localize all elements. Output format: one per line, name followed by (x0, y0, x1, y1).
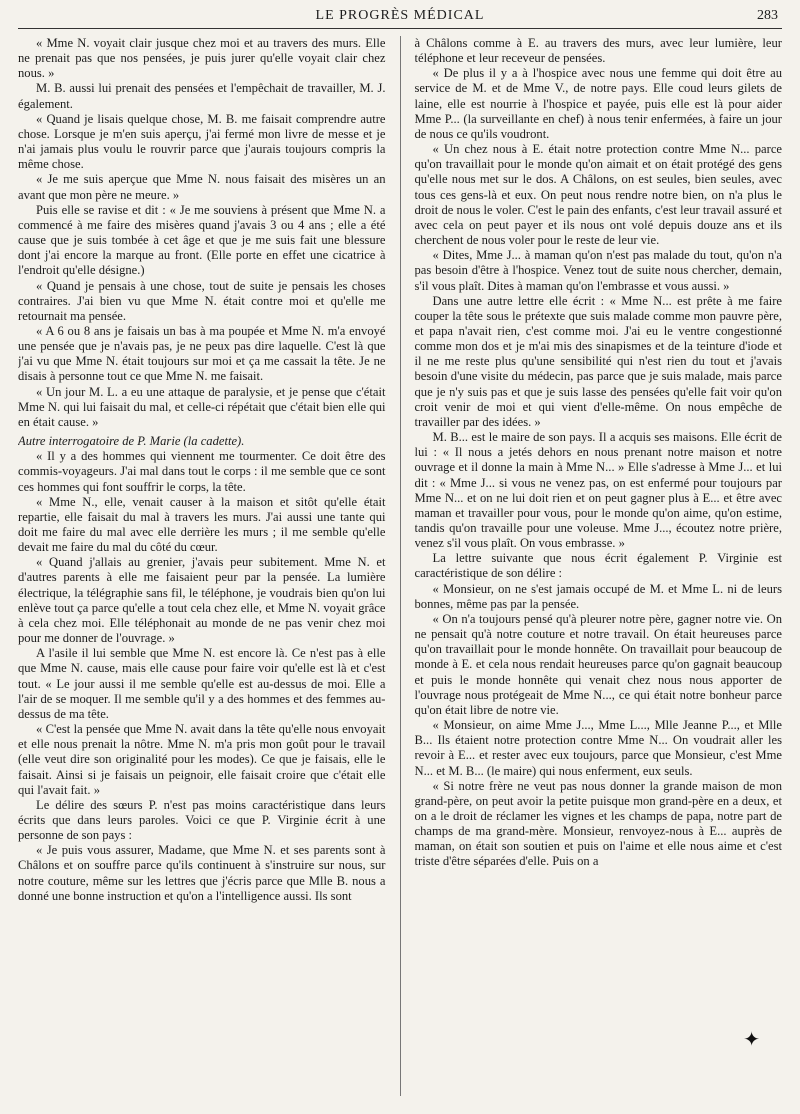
paragraph: « Monsieur, on ne s'est jamais occupé de M. et Mme L. ni de leurs bonnes, même pas par la pensée. (414, 581, 782, 611)
right-column (415, 36, 783, 1096)
running-title: LE PROGRÈS MÉDICAL (315, 8, 485, 23)
paragraph: M. B... est le maire de son pays. Il a acquis ses maisons. Elle écrit de lui : « Il nous a jetés dehors en nous prenant notre maison et notre ouvrage et il donne la main à Mme N... » Elle s'adresse à Mme J... et lui dit : « Mme J... si vous ne venez pas, on est enfermé pour toujours par Mme N... et on ne lui doit rien et on peut gagner plus à E... et être avec maman et travailler pour vous, pour le monde qu'on aime, qu'on estime, tandis qu'on travaille pour une voleuse. Mme J..., écoutez notre prière, venez s'il vous plaît. On vous embrasse. » (414, 430, 782, 551)
column-divider (400, 36, 401, 1096)
paragraph: « Quand je lisais quelque chose, M. B. me faisait comprendre autre chose. Lorsque je m'en suis aperçu, j'ai fermé mon livre de messe et je n'ai jamais plus voulu le rouvrir parce que j'aurais toujours compris la même chose. (18, 111, 386, 172)
header-rule (18, 28, 782, 29)
paragraph: Dans une autre lettre elle écrit : « Mme N... est prête à me faire couper la tête sous le prétexte que suis malade comme mon pauvre père, et papa n'avait rien, c'est comme moi. J'ai eu le ventre congestionné comme mon dos et je m'ai mis des sinapismes et de la teinture d'iode et il ne me reste plus qu'une sensibilité qui n'est rien du tout et j'avais besoin d'une visite du médecin, pas parce que je suis malade, mais parce que je n'y suis pas et que je suis lasse des pensées qu'elle fait voir qu'on croit venir de moi et qui vient d'elle-même. On nous empêche de travailler par des idées. » (414, 293, 782, 429)
paragraph: La lettre suivante que nous écrit également P. Virginie est caractéristique de son délire : (414, 551, 782, 581)
paragraph: Le délire des sœurs P. n'est pas moins caractéristique dans leurs écrits que dans leurs paroles. Voici ce que P. Virginie écrit à une personne de son pays : (18, 797, 386, 843)
ornament-icon: ✦ (743, 1029, 760, 1051)
paragraph: « De plus il y a à l'hospice avec nous une femme qui doit être au service de M. et de Mme V., de notre pays. Elle coud leurs gilets de laine, elle est nourrie à l'hospice et payée, puis elle est là pour aider Mme P... (la surveillante en chef) à nous tenir enfermées, à faire un jour de nous ce qu'ils voudront. (414, 66, 782, 141)
paragraph: « Quand je pensais à une chose, tout de suite je pensais les choses contraires. J'ai bien vu que Mme N. était contre moi et qu'elle me retournait ma pensée. (18, 278, 386, 323)
paragraph: A l'asile il lui semble que Mme N. est encore là. Ce n'est pas à elle que Mme N. cause, mais elle cause pour faire voir qu'elle est là et c'est tout. « Le jour aussi il me semble qu'elle est au-dessus de moi. Elle a l'air de se moquer. Il me semble qu'il y a des hommes et des femmes au-dessus de ma tête. (18, 646, 386, 721)
section-subheading: Autre interrogatoire de P. Marie (la cadette). (18, 434, 245, 449)
paragraph: « On n'a toujours pensé qu'à pleurer notre père, gagner notre vie. On ne pensait qu'à notre couture et notre travail. On était heureuses parce qu'on travaillait pour le monde honnête. On travaillait pour beaucoup de monde à E. et cela nous rendait heureuses parce qu'on gagnait beaucoup et puis le monde honnête qui venait chez nous nous apporter de l'ouvrage nous protégeait de Mme N..., ce qui était notre bonheur parce qu'on était libre de notre vie. (414, 611, 782, 717)
paragraph: « Il y a des hommes qui viennent me tourmenter. Ce doit être des commis-voyageurs. J'ai mal dans tout le corps : il me semble que ce sont ces hommes qui font souffrir le corps, la tête. (18, 449, 386, 494)
paragraph: « Si notre frère ne veut pas nous donner la grande maison de mon grand-père, on peut avoir la petite puisque mon grand-père en a deux, et on a le droit de réclamer les vignes et les champs de papa, notre part de champs de ma grand-mère. Monsieur, renvoyez-nous à E... auprès de maman, on était son soutien et puis on l'aime et elle nous aime et c'est triste d'être séparées d'elle. Puis on a (414, 778, 782, 869)
page-header (18, 6, 782, 28)
paragraph: « Quand j'allais au grenier, j'avais peur subitement. Mme N. et d'autres parents à elle me faisaient peur par la pensée. La lumière électrique, la télégraphie sans fil, le téléphone, je voudrais bien qu'on lui enlève tout ça parce qu'elle a tout cela chez elle, et Mme N. voyait grâce à cela chez moi. Elle téléphonait au monde de ne pas venir chez moi pour me donner de l'ouvrage. » (18, 555, 386, 646)
paragraph: « A 6 ou 8 ans je faisais un bas à ma poupée et Mme N. m'a envoyé une pensée que je n'avais pas, je ne peux pas dire laquelle. C'est là que j'ai vu que Mme N. était toujours sur moi et ça me cassait la tête. Je ne disais à personne tout ce que Mme N. me faisait. (18, 323, 386, 384)
paragraph: « Je me suis aperçue que Mme N. nous faisait des misères un an avant que mon père ne meure. » (18, 172, 386, 202)
paragraph: « Dites, Mme J... à maman qu'on n'est pas malade du tout, qu'on n'a pas besoin d'être à l'hospice. Venez tout de suite nous chercher, demain, s'il vous plaît. Dites à maman qu'on l'embrasse et vous aussi. » (414, 248, 782, 293)
paragraph: Puis elle se ravise et dit : « Je me souviens à présent que Mme N. a commencé à me faire des misères quand j'avais 3 ou 4 ans ; elle a été cause que je suis tombée à cet âge et que je me suis fait une blessure dont j'ai encore la marque au front. (Elle porte en effet une cicatrice à l'endroit qu'elle désigne.) (18, 202, 386, 278)
paragraph: « Monsieur, on aime Mme J..., Mme L..., Mlle Jeanne P..., et Mlle B... Ils étaient notre protection contre Mme N... On voudrait aller les revoir à E... et rester avec eux toujours, parce que Monsieur, c'est Mme N... et M. B... (le maire) qui nous enferment, eux seuls. (414, 718, 782, 778)
paragraph: M. B. aussi lui prenait des pensées et l'empêchait de travailler, M. J. également. (18, 81, 386, 111)
paragraph: « Un jour M. L. a eu une attaque de paralysie, et je pense que c'était Mme N. qui lui faisait du mal, et celle-ci répétait que c'était bien elle qui en était cause. » (18, 384, 386, 429)
left-column (18, 36, 386, 1096)
paragraph: « Je puis vous assurer, Madame, que Mme N. et ses parents sont à Châlons et on souffre parce qu'ils continuent à s'instruire sur nous, sur notre couture, même sur les lettres que j'écris parce que Mlle B. nous a donné une bonne instruction et qu'on a l'intelligence aussi. Ils sont (18, 843, 386, 903)
text-columns (18, 36, 782, 1096)
paragraph: à Châlons comme à E. au travers des murs, avec leur lumière, leur téléphone et leur receveur de pensées. (414, 36, 782, 66)
page-number: 283 (757, 8, 778, 23)
paragraph: « Un chez nous à E. était notre protection contre Mme N... parce qu'on travaillait pour le monde qu'on aimait et on était protégé des gens qu'elle nous met sur le dos. A Châlons, on est seules, bien seules, avec tous ces gens-là et eux. On peut nous rendre notre bien, on n'a plus le droit de nous le voler. C'est le pain des enfants, c'est leur travail assuré et avec cela on peut payer et ils nous ont volé depuis douze ans et ils cherchent de nous voler pour le reste de leur vie. (414, 142, 782, 248)
paragraph: « Mme N., elle, venait causer à la maison et sitôt qu'elle était repartie, elle faisait du mal à travers les murs. J'ai aussi une tante qui doit me faire du mal avec elle derrière les murs ; il me semble qu'elle devait me faire du mal du côté du cœur. (18, 494, 386, 555)
paragraph: « Mme N. voyait clair jusque chez moi et au travers des murs. Elle ne prenait pas que nos pensées, je puis jurer qu'elle voyait clair chez nous. » (18, 36, 386, 81)
paragraph: « C'est la pensée que Mme N. avait dans la tête qu'elle nous envoyait et elle nous prenait la nôtre. Mme N. m'a pris mon goût pour le travail (elle veut dire son originalité pour les modes). Ce que je faisais, elle le faisait. Ainsi si je faisais un peignoir, elle faisait croire que c'était elle qui l'avait fait. » (18, 722, 386, 797)
